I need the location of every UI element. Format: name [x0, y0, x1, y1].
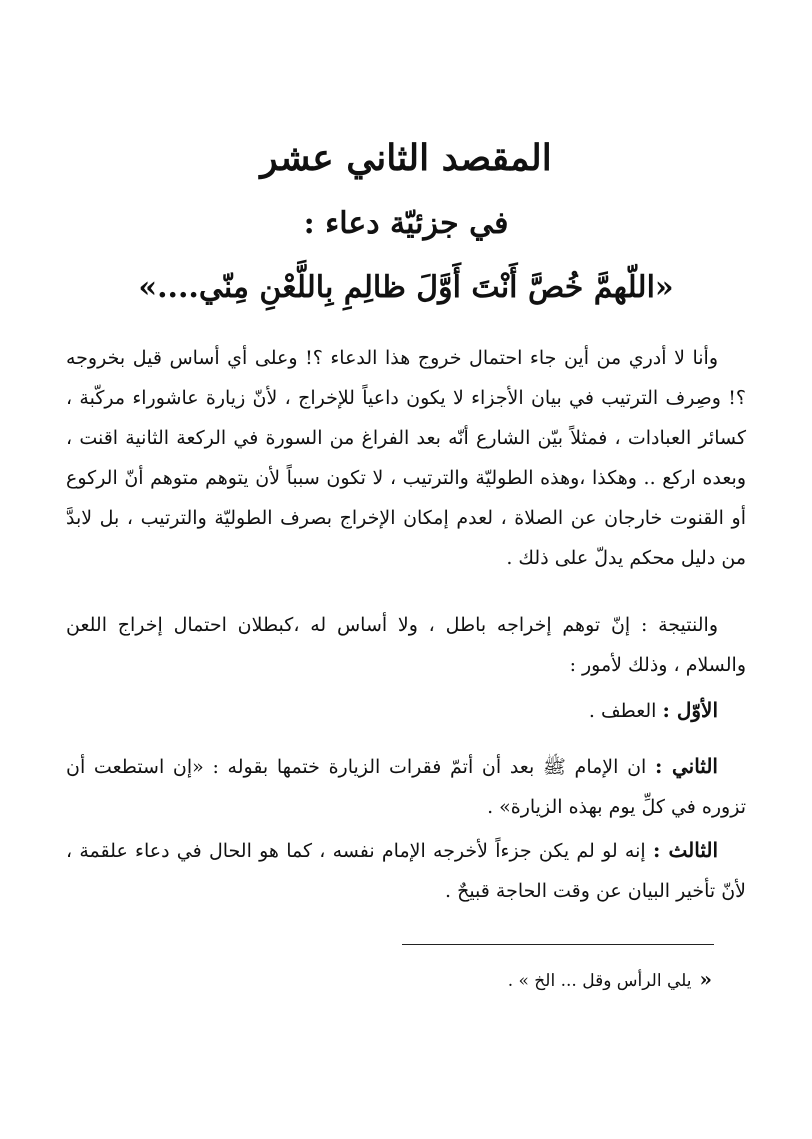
paragraph-argument: وأنا لا أدري من أين جاء احتمال خروج هذا الدعاء ؟! وعلى أي أساس قيل بخروجه ؟! وصِرف الترتيب في بيان الأجزاء لا يكون داعياً للإخراج ، لأنّ زيارة عاشوراء مركّبة ، كسائر العبادات ، فمثلاً بيّن الشارع أنّه بعد الفراغ من السورة في الركعة الثانية اقنت ، وبعده اركع .. وهكذا ،وهذه الطوليّة والترتيب ، لا تكون سبباً لأن يتوهم متوهم أنّ الركوع أو القنوت خارجان عن الصلاة ، لعدم إمكان الإخراج بصرف الطوليّة والترتيب ، بل لابدَّ من دليل محكم يدلّ على ذلك .	[66, 347, 746, 569]
reason-first	[66, 690, 746, 731]
reason-second-label: الثاني :	[654, 754, 718, 778]
footnote-text: يلي الرأس وقل ... الخ » .	[507, 971, 692, 991]
reason-second	[66, 746, 746, 827]
footnote-mark: «	[699, 967, 712, 991]
reason-third-text: إنه لو لم يكن جزءاً لأخرجه الإمام نفسه ، كما هو الحال في دعاء علقمة ، لأنّ تأخير البيان عن وقت الحاجة قبيحٌ .	[66, 840, 746, 902]
section-subtitle: في جزئيّة دعاء :	[303, 206, 509, 241]
paragraph-conclusion: والنتيجة : إنّ توهم إخراجه باطل ، ولا أساس له ،كبطلان احتمال إخراج اللعن والسلام ، وذلك لأمور :	[66, 614, 746, 676]
footnote	[300, 962, 712, 998]
dua-quote-heading: «اللّهمَّ خُصَّ أَنْتَ أَوَّلَ ظالِمِ بِاللَّعْنِ مِنّي....»	[138, 270, 674, 305]
reason-second-text: ان الإمام ﷺ بعد أن أتمّ فقرات الزيارة ختمها بقوله : «إن استطعت أن تزوره في كلِّ يوم بهذه الزيارة» .	[66, 756, 746, 818]
reason-third-label: الثالث :	[652, 838, 718, 862]
reason-first-text: العطف .	[588, 700, 663, 722]
reason-first-label: الأوّل :	[662, 698, 718, 722]
page-title: المقصد الثاني عشر	[260, 137, 552, 179]
footnote-divider	[402, 944, 714, 945]
reason-third	[66, 830, 746, 911]
